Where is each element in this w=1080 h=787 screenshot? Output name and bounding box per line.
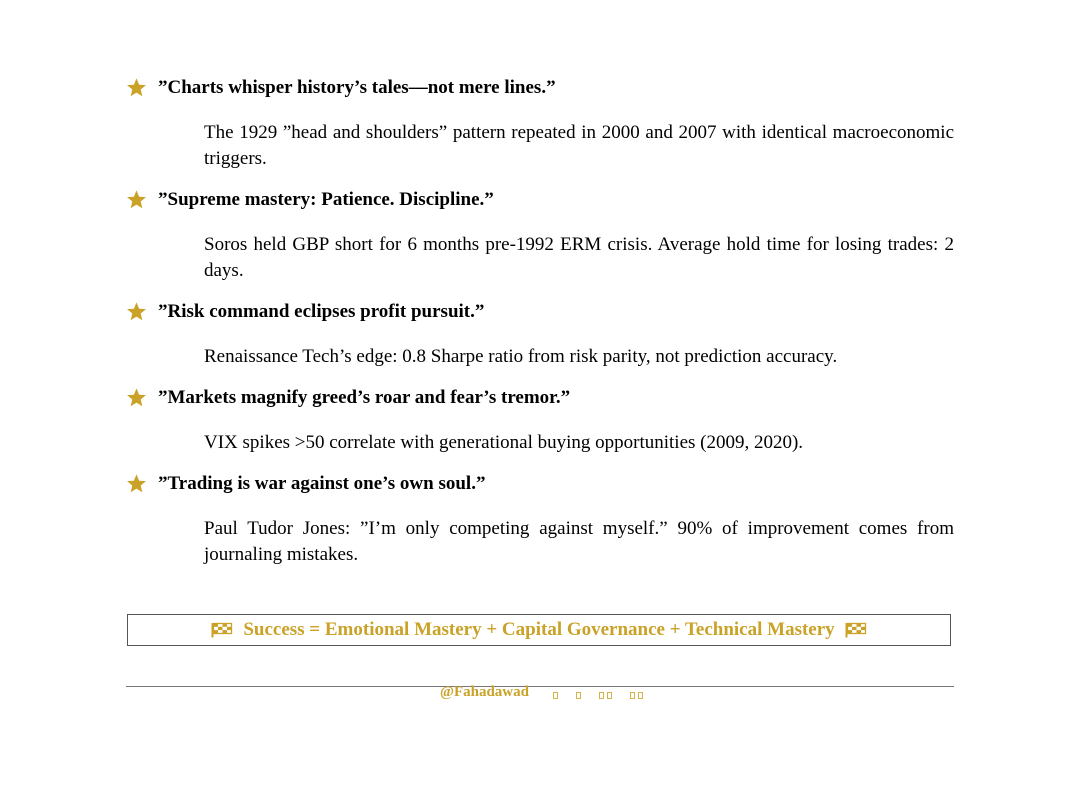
quote-heading-row (126, 300, 954, 324)
quote-explanation: Soros held GBP short for 6 months pre-1992 ERM crisis. Average hold time for losing trades: 2 days. (204, 234, 954, 281)
success-formula-text: Success = Emotional Mastery + Capital Governance + Technical Mastery (243, 619, 835, 640)
quote-item (126, 188, 954, 284)
author-handle: @Fahadawad (440, 684, 529, 700)
quote-item (126, 386, 954, 456)
quote-heading: ”Supreme mastery: Patience. Discipline.” (158, 189, 494, 210)
success-formula-box (127, 614, 951, 646)
missing-glyph-box (638, 692, 643, 699)
missing-glyph-box (630, 692, 635, 699)
quote-explanation: The 1929 ”head and shoulders” pattern repeated in 2000 and 2007 with identical macroeconomic triggers. (204, 122, 954, 169)
star-icon (126, 77, 147, 98)
quote-heading: ”Charts whisper history’s tales—not mere lines.” (158, 77, 556, 98)
quote-heading: ”Trading is war against one’s own soul.” (158, 473, 486, 494)
quote-heading-row (126, 472, 954, 496)
star-icon (126, 473, 147, 494)
quote-heading: ”Markets magnify greed’s roar and fear’s tremor.” (158, 387, 571, 408)
missing-glyph-placeholders (553, 692, 643, 699)
quote-item (126, 76, 954, 172)
checkered-flag-icon (845, 622, 867, 638)
quote-heading-row (126, 188, 954, 212)
quote-item (126, 472, 954, 568)
checkered-flag-icon (211, 622, 233, 638)
quote-heading-row (126, 386, 954, 410)
quote-item (126, 300, 954, 370)
star-icon (126, 189, 147, 210)
quote-explanation: Renaissance Tech’s edge: 0.8 Sharpe ratio from risk parity, not prediction accuracy. (204, 346, 838, 367)
quote-heading-row (126, 76, 954, 100)
quote-heading: ”Risk command eclipses profit pursuit.” (158, 301, 485, 322)
missing-glyph-box (576, 692, 581, 699)
footer-divider (126, 686, 954, 687)
quote-explanation: Paul Tudor Jones: ”I’m only competing against myself.” 90% of improvement comes from journaling mistakes. (204, 518, 954, 565)
star-icon (126, 387, 147, 408)
missing-glyph-box (599, 692, 604, 699)
missing-glyph-box (553, 692, 558, 699)
missing-glyph-box (607, 692, 612, 699)
quote-explanation: VIX spikes >50 correlate with generational buying opportunities (2009, 2020). (204, 432, 804, 453)
star-icon (126, 301, 147, 322)
